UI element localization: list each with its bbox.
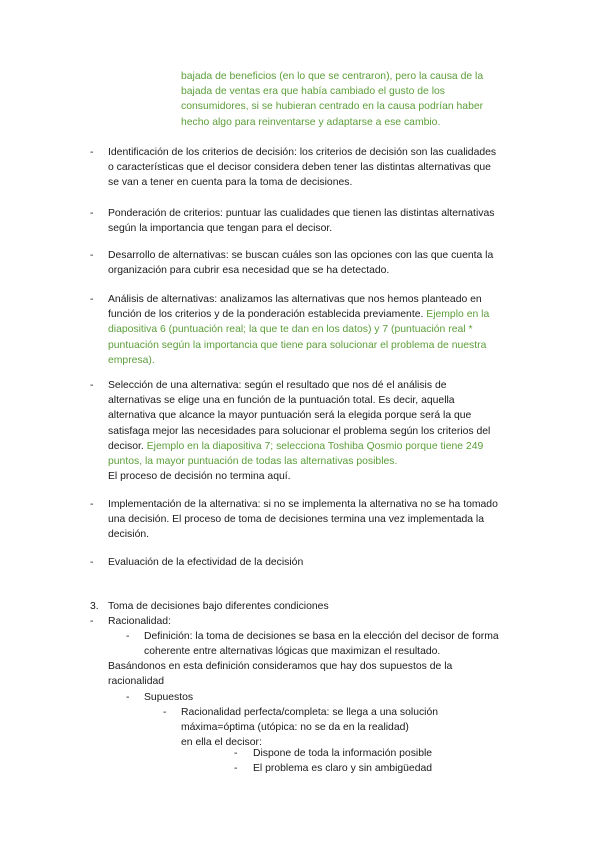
text-line: Definición: la toma de decisiones se basa en la elección del decisor de forma	[144, 631, 499, 642]
example-text: diapositiva 6 (puntuación real; la que te dan en los datos) y 7 (puntuación real *	[108, 324, 473, 336]
racionalidad-perfecta-item	[181, 705, 438, 751]
definicion-item	[144, 629, 499, 659]
text-line: El proceso de decisión no termina aquí.	[108, 471, 291, 483]
text-line: decisión.	[108, 529, 150, 541]
bullet-dash: -	[126, 692, 130, 703]
basandonos-paragraph	[108, 659, 452, 689]
text-line: Identificación de los criterios de decisión: los criterios de decisión son las cualidades	[108, 147, 497, 158]
bullet-dash: -	[126, 631, 130, 642]
text-line: bajada de ventas era que había cambiado el gusto de los	[181, 86, 445, 98]
text-line: Desarrollo de alternativas: se buscan cuáles son las opciones con las que cuenta la	[108, 250, 494, 261]
section-title: Toma de decisiones bajo diferentes condiciones	[108, 601, 329, 612]
text-line: Selección de una alternativa: según el resultado que nos dé el análisis de	[108, 380, 447, 391]
text-line: alternativa que alcance la mayor puntuación será la elegida porque será la que	[108, 410, 472, 422]
text-line: Implementación de la alternativa: si no se implementa la alternativa no se ha tomado	[108, 499, 498, 510]
example-text: Ejemplo en la diapositiva 7; selecciona Toshiba Qosmio porque tiene 249	[143, 440, 484, 452]
item-implementacion	[108, 497, 498, 543]
bullet-dash: -	[90, 499, 94, 510]
bullet-dash: -	[90, 294, 94, 305]
text-line: se van a tener en cuenta para la toma de decisiones.	[108, 177, 353, 189]
bullet-dash: -	[234, 763, 238, 774]
bullet-dash: -	[90, 380, 94, 391]
bullet-dash: -	[234, 748, 238, 759]
bullet-dash: -	[163, 707, 167, 718]
example-text: puntuación según la importancia que tiene para solucionar el problema de nuestra	[108, 339, 487, 351]
bullet-dash: -	[90, 250, 94, 261]
item-analisis	[108, 292, 489, 368]
text-line: racionalidad	[108, 676, 165, 688]
text-line: máxima=óptima (utópica: no se da en la realidad)	[181, 722, 409, 734]
text-line: Análisis de alternativas: analizamos las alternativas que nos hemos planteado en	[108, 294, 482, 305]
item-identificacion	[108, 145, 496, 191]
example-text: puntos, la mayor puntuación de todas las alternativas posibles.	[108, 456, 398, 468]
sub-item: El problema es claro y sin ambigüedad	[253, 763, 433, 774]
text-line: consumidores, si se hubieran centrado en la causa podrían haber	[181, 101, 484, 113]
intro-example-paragraph	[181, 69, 483, 130]
item-desarrollo	[108, 248, 493, 278]
supuestos-label: Supuestos	[144, 692, 194, 703]
example-text: Ejemplo en la	[423, 309, 490, 321]
bullet-dash: -	[90, 147, 94, 158]
text-line: Racionalidad perfecta/completa: se llega a una solución	[181, 707, 439, 718]
racionalidad-label: Racionalidad:	[108, 616, 171, 627]
bullet-dash: -	[90, 557, 94, 568]
text-line: satisfaga mejor las necesidades para solucionar el problema según los criterios del	[108, 425, 491, 437]
text-line: bajada de beneficios (en lo que se centraron), pero la causa de la	[181, 71, 484, 82]
text-line: según la importancia que tengan para el decisor.	[108, 223, 333, 235]
section-number: 3.	[90, 601, 99, 612]
text-line: Ponderación de criterios: puntuar las cualidades que tienen las distintas alternativas	[108, 208, 495, 219]
text-line: alternativas se elige una en función de la puntuación total. Es decir, aquella	[108, 395, 455, 407]
text-line	[108, 439, 490, 454]
text-span: función de los criterios y de la ponderación establecida previamente.	[108, 309, 424, 321]
text-line: coherente entre alternativas lógicas que maximizan el resultado.	[144, 646, 441, 658]
bullet-dash: -	[90, 616, 94, 627]
text-line: Evaluación de la efectividad de la decisión	[108, 557, 304, 568]
example-text: empresa).	[108, 354, 155, 366]
text-line: una decisión. El proceso de toma de decisiones termina una vez implementada la	[108, 514, 485, 526]
bullet-dash: -	[90, 208, 94, 219]
text-line: o características que el decisor considera deben tener las distintas alternativas que	[108, 162, 491, 174]
text-line: en ella el decisor:	[181, 737, 262, 749]
text-line	[108, 307, 489, 322]
sub-item: Dispone de toda la información posible	[253, 748, 433, 759]
item-ponderacion	[108, 206, 494, 236]
text-line: organización para cubrir esa necesidad que se ha detectado.	[108, 265, 390, 277]
text-span: decisor.	[108, 440, 144, 452]
text-line: Basándonos en esta definición consideramos que hay dos supuestos de la	[108, 661, 453, 672]
text-line: hecho algo para reinventarse y adaptarse a ese cambio.	[181, 116, 441, 128]
item-seleccion	[108, 378, 490, 484]
item-evaluacion	[108, 555, 303, 570]
